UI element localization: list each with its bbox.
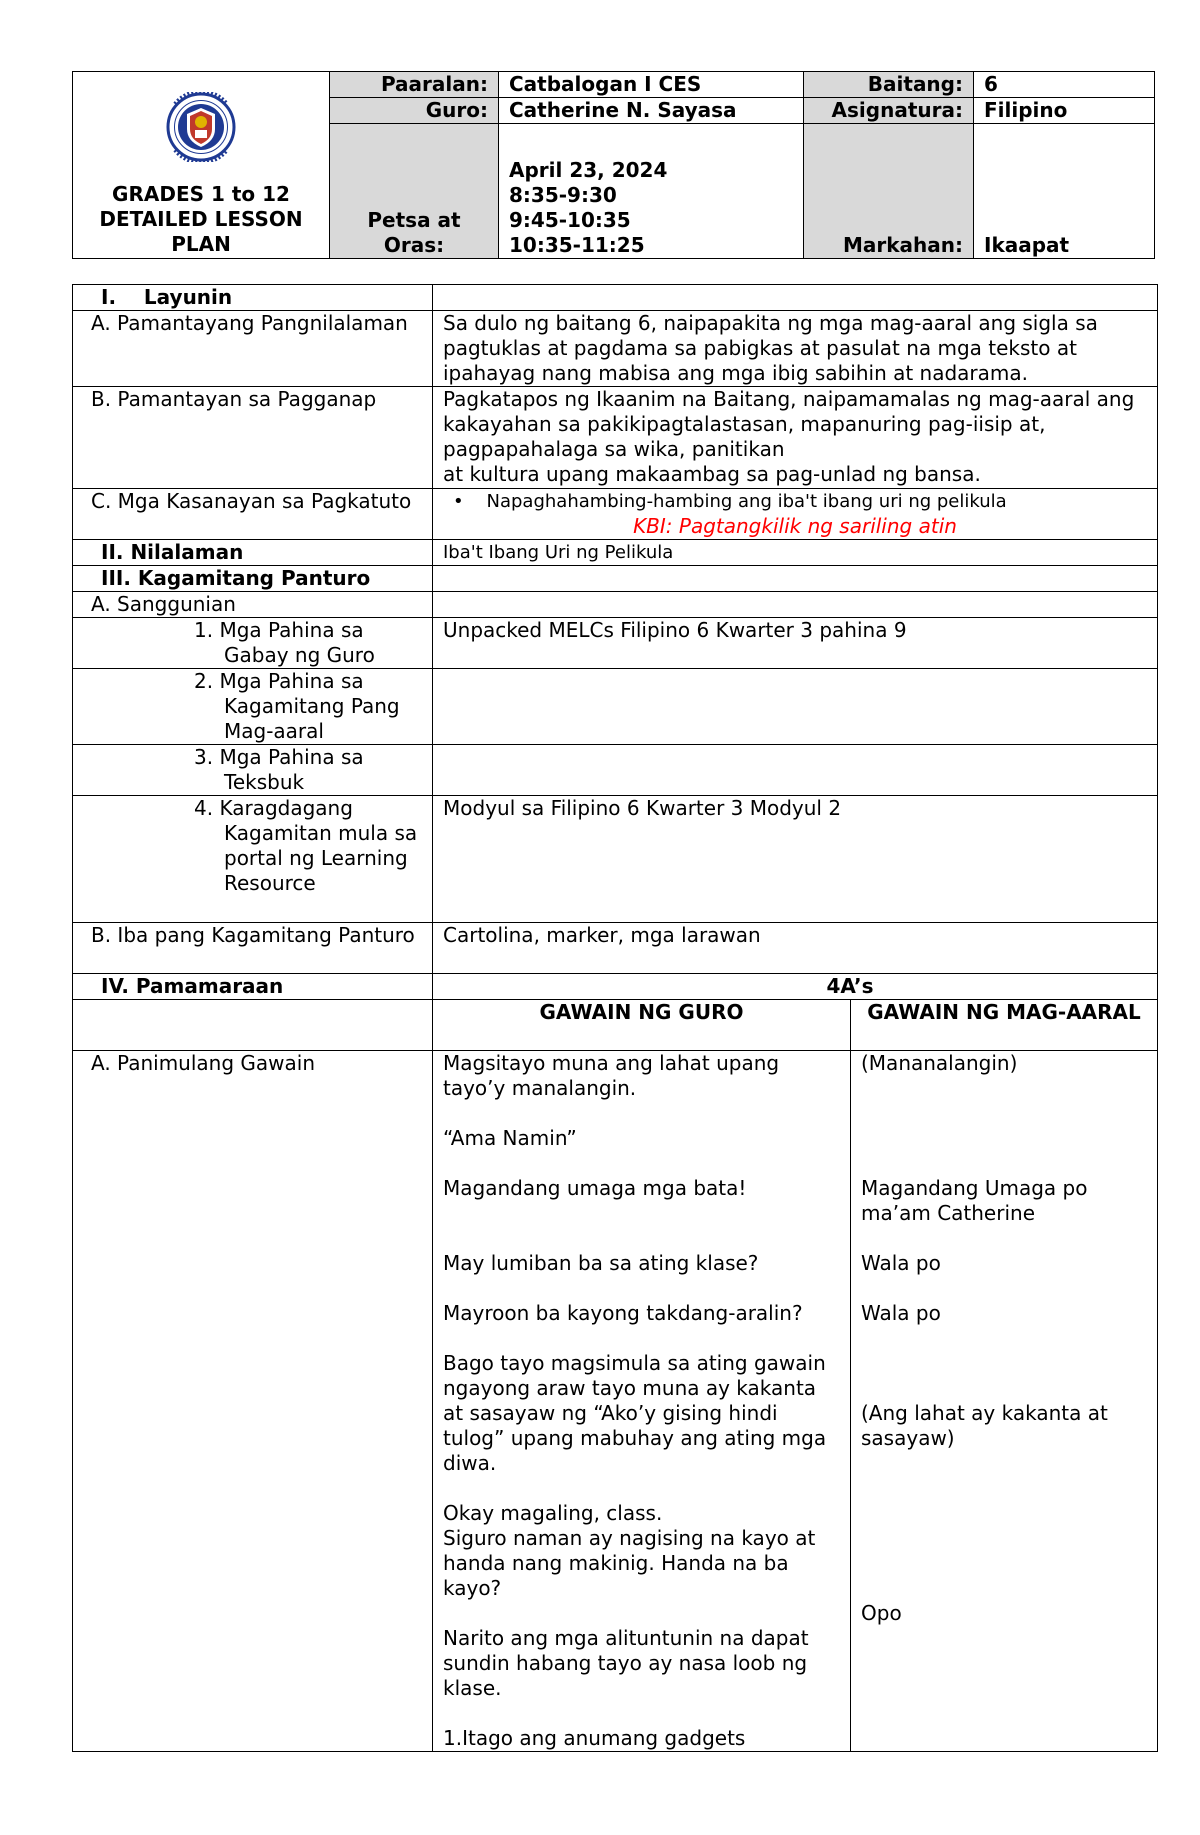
mag-line-5: (Ang lahat ay kakanta at sasayaw) — [861, 1401, 1108, 1450]
mag-line-6: Opo — [861, 1601, 902, 1625]
layunin-empty — [433, 285, 1158, 311]
paaralan-value: Catbalogan I CES — [499, 72, 804, 98]
grades-title: GRADES 1 to 12 DETAILED LESSON PLAN — [99, 182, 303, 256]
guro-line-7b: Siguro naman ay nagising na kayo at handa nang makinig. Handa na ba kayo? — [443, 1526, 816, 1600]
iba-pang-kagamitan-label: B. Iba pang Kagamitang Panturo — [73, 923, 433, 974]
gawain-mag-aaral-header: GAWAIN NG MAG-AARAL — [851, 1000, 1158, 1051]
guro-line-6: Bago tayo magsimula sa ating gawain ngayong araw tayo muna ay kakanta at sasayaw ng “Ako’y gising hindi tulog” upang mabuhay ang ating mga diwa. — [443, 1351, 827, 1475]
karagdagang-kagamitan-label: 4. Karagdagang Kagamitan mula sa portal ng Learning Resource — [73, 796, 433, 923]
asignatura-value: Filipino — [974, 98, 1155, 124]
kagamitang-mag-aaral-label: 2. Mga Pahina sa Kagamitang Pang Mag-aaral — [73, 669, 433, 745]
mag-line-3: Wala po — [861, 1251, 941, 1275]
pamamaraan-blank — [73, 1000, 433, 1051]
pamantayan-pagganap-text — [433, 387, 1158, 489]
guro-line-5: Mayroon ba kayong takdang-aralin? — [443, 1301, 803, 1325]
pamantayan-pagganap-text-1: Pagkatapos ng Ikaanim na Baitang, naipamamalas ng mag-aaral ang kakayahan sa pakikipagtalastasan, mapanuring pag-iisip at, pagpapahalaga sa wika, panitikan — [443, 387, 1135, 461]
kagamitang-mag-aaral-value — [433, 669, 1158, 745]
panimulang-gawain-label: A. Panimulang Gawain — [73, 1051, 433, 1752]
petsa-time-2: 9:45-10:35 — [509, 208, 631, 232]
guro-label: Guro: — [330, 98, 499, 124]
header-table — [72, 71, 1155, 259]
kagamitan-empty — [433, 566, 1158, 592]
karagdagang-kagamitan-value: Modyul sa Filipino 6 Kwarter 3 Modyul 2 — [433, 796, 1158, 923]
layunin-title: Layunin — [143, 285, 233, 309]
gabay-guro-label: 1. Mga Pahina sa Gabay ng Guro — [73, 618, 433, 669]
layunin-num: I. — [101, 285, 117, 309]
pamantayan-pagganap-label: B. Pamantayan sa Pagganap — [73, 387, 433, 489]
teksbuk-label: 3. Mga Pahina sa Teksbuk — [73, 745, 433, 796]
guro-line-2: “Ama Namin” — [443, 1126, 577, 1150]
pamantayang-pangnilalaman-text: Sa dulo ng baitang 6, naipapakita ng mga mag-aaral ang sigla sa pagtuklas at pagdama sa pabigkas at pasulat na mga teksto at ipahayag nang mabisa ang mga ibig sabihin at nadarama. — [433, 311, 1158, 387]
mag-line-2: Magandang Umaga po ma’am Catherine — [861, 1176, 1088, 1225]
nilalaman-value: Iba't Ibang Uri ng Pelikula — [433, 540, 1158, 566]
gawain-guro-header: GAWAIN NG GURO — [433, 1000, 851, 1051]
sanggunian-label: A. Sanggunian — [73, 592, 433, 618]
iba-pang-kagamitan-value: Cartolina, marker, mga larawan — [433, 923, 1158, 974]
teksbuk-value — [433, 745, 1158, 796]
kasanayan-text — [433, 489, 1158, 540]
deped-seal — [155, 92, 247, 162]
petsa-value — [499, 124, 804, 259]
kbi-text: KBI: Pagtangkilik ng sariling atin — [633, 514, 957, 538]
markahan-label: Markahan: — [804, 124, 974, 259]
petsa-label: Petsa at Oras: — [330, 124, 499, 259]
gabay-guro-value: Unpacked MELCs Filipino 6 Kwarter 3 pahina 9 — [433, 618, 1158, 669]
baitang-value: 6 — [974, 72, 1155, 98]
paaralan-label: Paaralan: — [330, 72, 499, 98]
pamantayan-pagganap-text-2: at kultura upang makaambag sa pag-unlad ng bansa. — [443, 462, 981, 486]
guro-line-4: May lumiban ba sa ating klase? — [443, 1251, 759, 1275]
petsa-time-1: 8:35-9:30 — [509, 183, 617, 207]
kasanayan-bullet-text: Napaghahambing-hambing ang iba't ibang uri ng pelikula — [486, 491, 1007, 512]
nilalaman-heading: II. Nilalaman — [73, 540, 433, 566]
gawain-guro-cell — [433, 1051, 851, 1752]
mag-line-4: Wala po — [861, 1301, 941, 1325]
asignatura-label: Asignatura: — [804, 98, 974, 124]
logo-cell — [73, 72, 330, 259]
pamamaraan-heading: IV. Pamamaraan — [73, 974, 433, 1000]
guro-line-9: 1.Itago ang anumang gadgets — [443, 1726, 746, 1750]
pamamaraan-approach: 4A’s — [433, 974, 1158, 1000]
petsa-time-3: 10:35-11:25 — [509, 233, 645, 257]
guro-value: Catherine N. Sayasa — [499, 98, 804, 124]
pamantayang-pangnilalaman-label: A. Pamantayang Pangnilalaman — [73, 311, 433, 387]
guro-line-3: Magandang umaga mga bata! — [443, 1176, 747, 1200]
lesson-plan-table — [72, 284, 1158, 1752]
mag-line-1: (Mananalangin) — [861, 1051, 1018, 1075]
petsa-date: April 23, 2024 — [509, 158, 668, 182]
guro-line-7a: Okay magaling, class. — [443, 1501, 663, 1525]
kagamitan-heading: III. Kagamitang Panturo — [73, 566, 433, 592]
sanggunian-empty — [433, 592, 1158, 618]
kasanayan-label: C. Mga Kasanayan sa Pagkatuto — [73, 489, 433, 540]
layunin-heading — [73, 285, 433, 311]
guro-line-1: Magsitayo muna ang lahat upang tayo’y manalangin. — [443, 1051, 780, 1100]
guro-line-8: Narito ang mga alituntunin na dapat sundin habang tayo ay nasa loob ng klase. — [443, 1626, 809, 1700]
deped-seal-icon — [155, 92, 247, 162]
gawain-mag-aaral-cell — [851, 1051, 1158, 1752]
kasanayan-bullet: • Napaghahambing-hambing ang iba't ibang uri ng pelikula — [453, 491, 1007, 512]
markahan-value: Ikaapat — [974, 124, 1155, 259]
baitang-label: Baitang: — [804, 72, 974, 98]
